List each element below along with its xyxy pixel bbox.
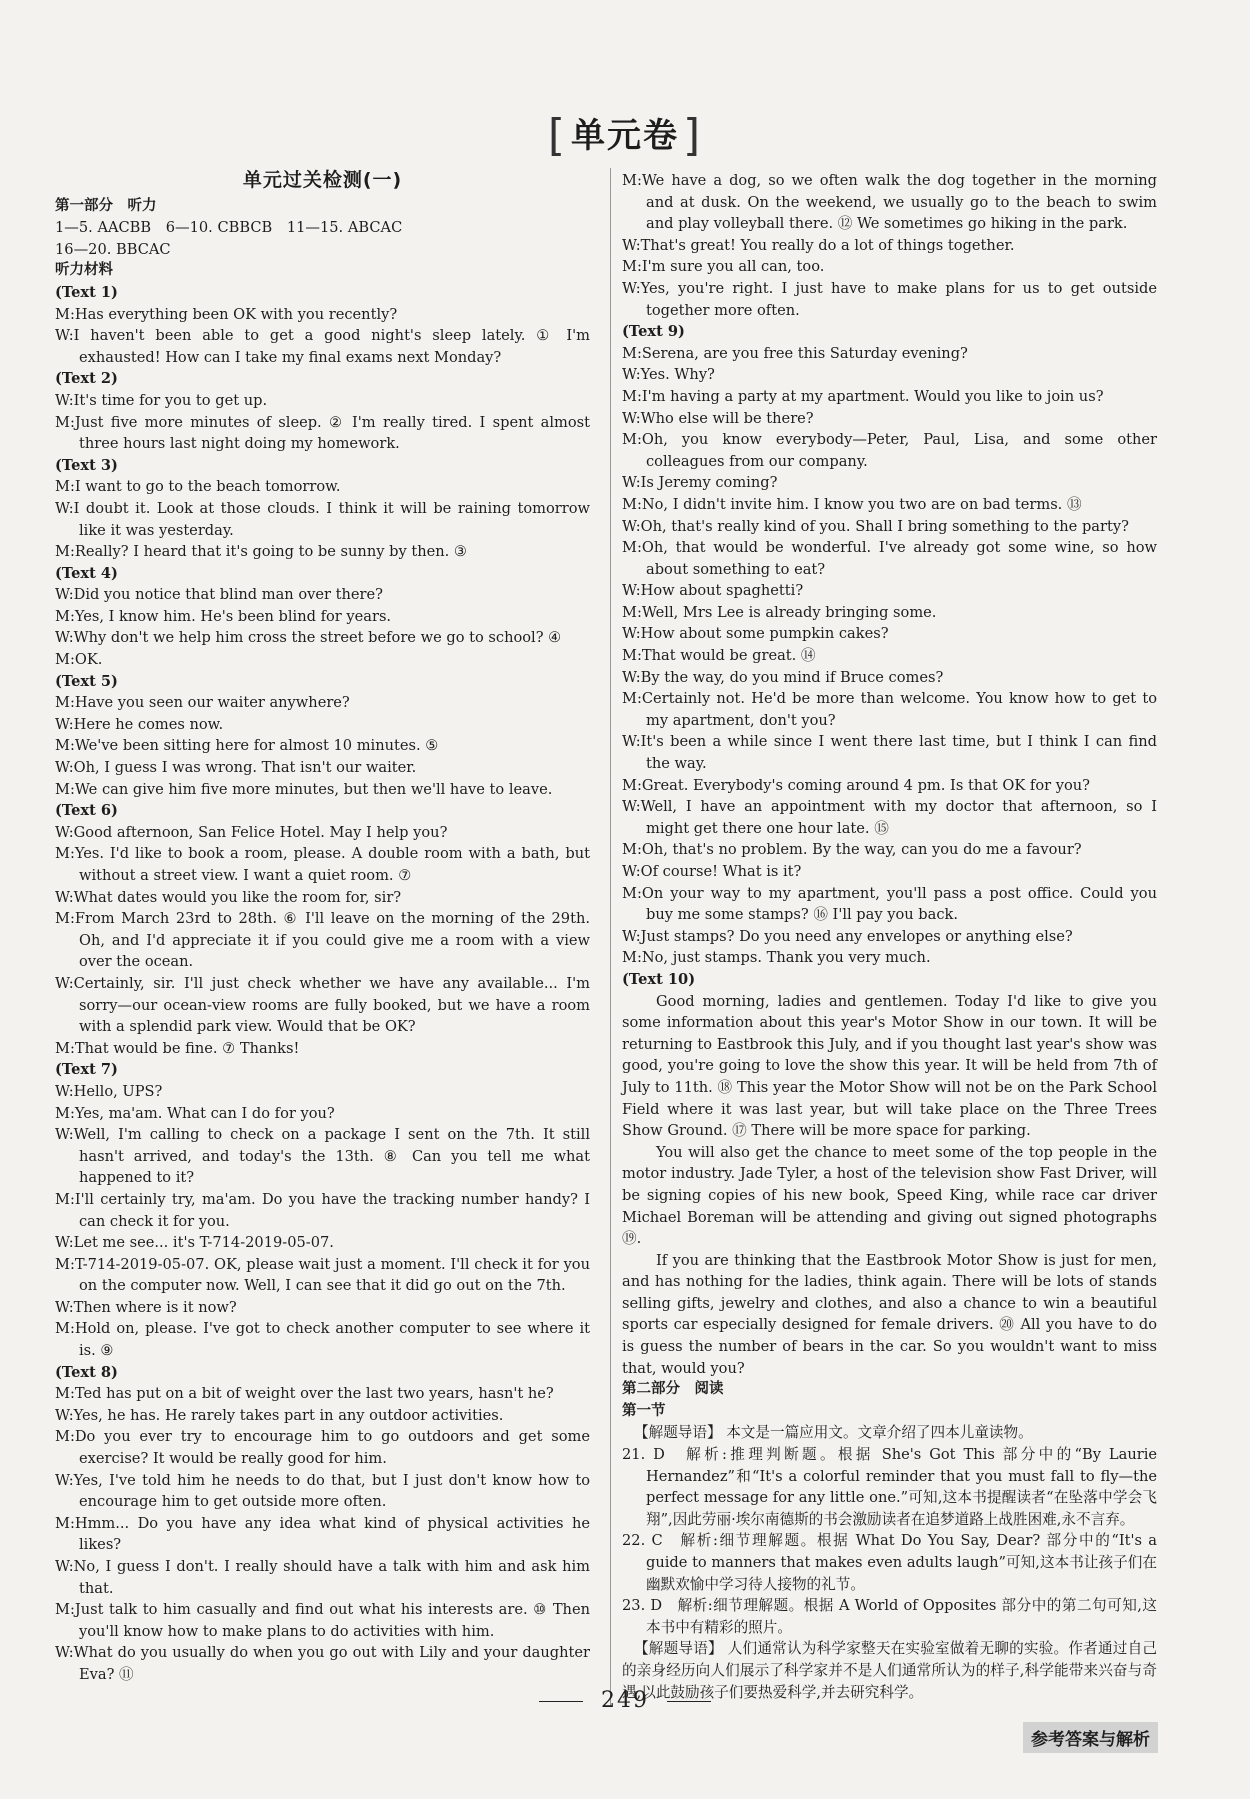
dialogue-line: W:Oh, that's really kind of you. Shall I bring something to the party? <box>622 517 1129 535</box>
dialogue-line: W:Good afternoon, San Felice Hotel. May I help you? <box>55 823 448 841</box>
dialogue-line: M:I want to go to the beach tomorrow. <box>55 478 341 496</box>
test-title: 单元过关检测(一) <box>242 169 403 191</box>
answer-explanation: 21. D 解析:推理判断题。根据 She's Got This 部分中的“By Laurie Hernandez”和“It's a colorful reminder that you must fall to fly—the perfect message for any little one.”可知,这本书提醒读者“在坠落中学会飞翔”,因此劳丽·埃尔南德斯的书会激励读者在追梦道路上战胜困难,永不言弃。 <box>622 1446 1157 1528</box>
dialogue-line: W:It's been a while since I went there last time, but I think I can find the way. <box>622 733 1157 773</box>
section-heading: 第二部分 阅读 <box>622 1381 724 1398</box>
text-label: (Text 5) <box>55 672 118 690</box>
material-heading: 听力材料 <box>55 262 113 279</box>
dialogue-line: W:What dates would you like the room for, sir? <box>55 888 402 906</box>
dialogue-line: M:Just talk to him casually and find out what his interests are. ⑩ Then you'll know how to make plans to do activities with him. <box>55 1601 590 1640</box>
dialogue-line: W:That's great! You really do a lot of things together. <box>622 236 1015 254</box>
text-label: (Text 10) <box>622 970 696 988</box>
dialogue-line: M:We've been sitting here for almost 10 minutes. ⑤ <box>55 737 439 755</box>
dialogue-line: M:No, I didn't invite him. I know you two are on bad terms. ⑬ <box>622 495 1082 513</box>
transcript-and-analysis <box>622 170 1157 1703</box>
dialogue-line: M:Great. Everybody's coming around 4 pm. Is that OK for you? <box>622 776 1090 794</box>
listening-transcript <box>55 282 590 1686</box>
dialogue-line: W:Yes, you're right. I just have to make plans for us to get outside together more often. <box>622 279 1157 319</box>
dialogue-line: M:On your way to my apartment, you'll pass a post office. Could you buy me some stamps? ⑯ I'll pay you back. <box>622 884 1157 924</box>
footer-label: 参考答案与解析 <box>1023 1722 1158 1753</box>
dialogue-line: M:Yes. I'd like to book a room, please. A double room with a bath, but without a street view. I want a quiet room. ⑦ <box>55 845 590 884</box>
dialogue-line: M:That would be fine. ⑦ Thanks! <box>55 1039 300 1057</box>
dialogue-line: M:Ted has put on a bit of weight over the last two years, hasn't he? <box>55 1385 554 1403</box>
dialogue-line: M:We have a dog, so we often walk the dog together in the morning and at dusk. On the weekend, we usually go to the beach to swim and play volleyball there. ⑫ We sometimes go hiking in the park. <box>622 172 1157 233</box>
left-column <box>55 170 590 1686</box>
section-heading: 第一节 <box>622 1402 666 1419</box>
dialogue-line: W:Well, I have an appointment with my doctor that afternoon, so I might get there one hour late. ⑮ <box>622 798 1157 837</box>
text-label: (Text 1) <box>55 283 118 301</box>
dialogue-line: M:Well, Mrs Lee is already bringing some. <box>622 603 937 621</box>
dialogue-line: M:OK. <box>55 651 103 669</box>
answer-key-line: 1—5. AACBB 6—10. CBBCB 11—15. ABCAC <box>55 219 403 237</box>
dialogue-line: M:Just five more minutes of sleep. ② I'm really tired. I spent almost three hours last night doing my homework. <box>55 413 590 453</box>
dialogue-line: W:I haven't been able to get a good night's sleep lately. ① I'm exhausted! How can I take my final exams next Monday? <box>55 327 590 366</box>
dialogue-line: M:Yes, ma'am. What can I do for you? <box>55 1104 335 1122</box>
dialogue-line: W:Did you notice that blind man over there? <box>55 586 383 604</box>
dialogue-line: W:Who else will be there? <box>622 409 814 427</box>
dialogue-line: M:Oh, that's no problem. By the way, can you do me a favour? <box>622 841 1082 859</box>
dialogue-line: W:Of course! What is it? <box>622 863 802 880</box>
dialogue-line: M:From March 23rd to 28th. ⑥ I'll leave on the morning of the 29th. Oh, and I'd appreciate it if you could give me a room with a view over the ocean. <box>55 910 590 971</box>
dialogue-line: M:Oh, you know everybody—Peter, Paul, Lisa, and some other colleagues from our company. <box>622 431 1157 470</box>
dialogue-line: M:Really? I heard that it's going to be sunny by then. ③ <box>55 543 468 561</box>
solution-intro: 【解题导语】 本文是一篇应用文。文章介绍了四本儿童读物。 <box>634 1424 1033 1442</box>
paragraph: If you are thinking that the Eastbrook Motor Show is just for men, and has nothing for the ladies, think again. There will be lots of stands selling gifts, jewelry and clothes, and also a chance to win a beautiful sports car especially designed for female drivers. ⑳ All you have to do is guess the number of bears in the car. So you wouldn't want to miss that, would you? <box>622 1251 1157 1377</box>
dialogue-line: M:Yes, I know him. He's been blind for years. <box>55 607 392 625</box>
answer-explanation: 23. D 解析:细节理解题。根据 A World of Opposites 部分中的第二句可知,这本书中有精彩的照片。 <box>622 1597 1157 1636</box>
dialogue-line: M:Hmm... Do you have any idea what kind of physical activities he likes? <box>55 1514 590 1554</box>
page-header <box>0 108 1250 161</box>
text-label: (Text 2) <box>55 370 118 388</box>
answer-explanation: 22. C 解析:细节理解题。根据 What Do You Say, Dear? 部分中的“It's a guide to manners that makes even adults laugh”可知,这本书让孩子们在幽默欢愉中学习待人接物的礼节。 <box>622 1532 1157 1593</box>
dialogue-line: W:Hello, UPS? <box>55 1082 163 1100</box>
answer-key-line: 16—20. BBCAC <box>55 240 171 258</box>
dialogue-line: W:Yes. Why? <box>622 366 715 384</box>
part-heading: 第一部分 听力 <box>55 197 157 214</box>
text-label: (Text 8) <box>55 1363 118 1381</box>
dialogue-line: M:Do you ever try to encourage him to go outdoors and get some exercise? It would be really good for him. <box>55 1428 590 1468</box>
text-label: (Text 9) <box>622 323 685 341</box>
dialogue-line: W:How about some pumpkin cakes? <box>622 625 889 643</box>
dialogue-line: W:No, I guess I don't. I really should have a talk with him and ask him that. <box>55 1558 590 1597</box>
dialogue-line: W:Oh, I guess I was wrong. That isn't our waiter. <box>55 759 417 777</box>
dialogue-line: M:Hold on, please. I've got to check another computer to see where it is. ⑨ <box>55 1320 590 1360</box>
text-label: (Text 3) <box>55 456 118 474</box>
text-label: (Text 6) <box>55 802 118 820</box>
column-divider <box>610 168 611 1706</box>
dialogue-line: M:No, just stamps. Thank you very much. <box>622 949 931 967</box>
dialogue-line: M:I'll certainly try, ma'am. Do you have the tracking number handy? I can check it for you. <box>55 1190 590 1230</box>
dialogue-line: W:What do you usually do when you go out with Lily and your daughter Eva? ⑪ <box>55 1644 590 1683</box>
dialogue-line: M:I'm sure you all can, too. <box>622 258 825 276</box>
dialogue-line: M:Has everything been OK with you recently? <box>55 305 398 323</box>
dialogue-line: W:Then where is it now? <box>55 1298 237 1316</box>
dialogue-line: M:Oh, that would be wonderful. I've already got some wine, so how about something to eat? <box>622 539 1157 578</box>
page-number: 249 <box>0 1688 1250 1713</box>
dialogue-line: W:Well, I'm calling to check on a package I sent on the 7th. It still hasn't arrived, and today's the 13th. ⑧ Can you tell me what happened to it? <box>55 1126 590 1187</box>
dialogue-line: W:By the way, do you mind if Bruce comes? <box>622 668 944 686</box>
dialogue-line: M:That would be great. ⑭ <box>622 647 816 665</box>
paragraph: You will also get the chance to meet some of the top people in the motor industry. Jade Tyler, a host of the television show Fast Driver, will be signing copies of his new book, Speed King, while race car driver Michael Boreman will be attending and giving out signed photographs ⑲. <box>622 1143 1157 1248</box>
dialogue-line: W:Let me see... it's T-714-2019-05-07. <box>55 1234 334 1252</box>
dialogue-line: M:Serena, are you free this Saturday evening? <box>622 344 968 362</box>
dialogue-line: W:I doubt it. Look at those clouds. I think it will be raining tomorrow like it was yesterday. <box>55 499 590 539</box>
dialogue-line: M:Have you seen our waiter anywhere? <box>55 694 350 712</box>
dialogue-line: W:Here he comes now. <box>55 715 224 733</box>
dialogue-line: M:Certainly not. He'd be more than welcome. You know how to get to my apartment, don't you? <box>622 690 1157 729</box>
dialogue-line: M:T-714-2019-05-07. OK, please wait just a moment. I'll check it for you on the computer now. Well, I can see that it did go out on the 7th. <box>55 1255 590 1295</box>
dialogue-line: M:We can give him five more minutes, but then we'll have to leave. <box>55 780 553 798</box>
dialogue-line: W:Certainly, sir. I'll just check whether we have any available... I'm sorry—our ocean-view rooms are fully booked, but we have a room with a splendid park view. Would that be OK? <box>55 974 590 1036</box>
dialogue-line: W:Yes, he has. He rarely takes part in any outdoor activities. <box>55 1406 504 1424</box>
dialogue-line: W:Is Jeremy coming? <box>622 474 778 492</box>
right-column <box>622 170 1157 1703</box>
dialogue-line: W:Why don't we help him cross the street before we go to school? ④ <box>55 629 562 647</box>
dialogue-line: W:Just stamps? Do you need any envelopes or anything else? <box>622 927 1073 945</box>
dialogue-line: M:I'm having a party at my apartment. Would you like to join us? <box>622 387 1104 405</box>
text-label: (Text 7) <box>55 1061 118 1079</box>
dialogue-line: W:Yes, I've told him he needs to do that, but I just don't know how to encourage him to get outside more often. <box>55 1471 590 1511</box>
section-title: [ 单元卷] <box>547 110 703 161</box>
solution-intro: 【解题导语】 人们通常认为科学家整天在实验室做着无聊的实验。作者通过自己的亲身经历向人们展示了科学家并不是人们通常所认为的样子,科学能带来兴奋与奇遇,以此鼓励孩子们要热爱科学,并去研究科学。 <box>622 1640 1157 1701</box>
text-label: (Text 4) <box>55 564 118 582</box>
dialogue-line: W:It's time for you to get up. <box>55 391 268 409</box>
paragraph: Good morning, ladies and gentlemen. Today I'd like to give you some information about this year's Motor Show in our town. It will be returning to Eastbrook this July, and if you thought last year's show was good, you're going to love the show this year. It will be held from 7th of July to 11th. ⑱ This year the Motor Show will not be on the Park School Field where it was last year, but will take place on the Three Trees Show Ground. ⑰ There will be more space for parking. <box>622 992 1157 1140</box>
dialogue-line: W:How about spaghetti? <box>622 582 804 600</box>
